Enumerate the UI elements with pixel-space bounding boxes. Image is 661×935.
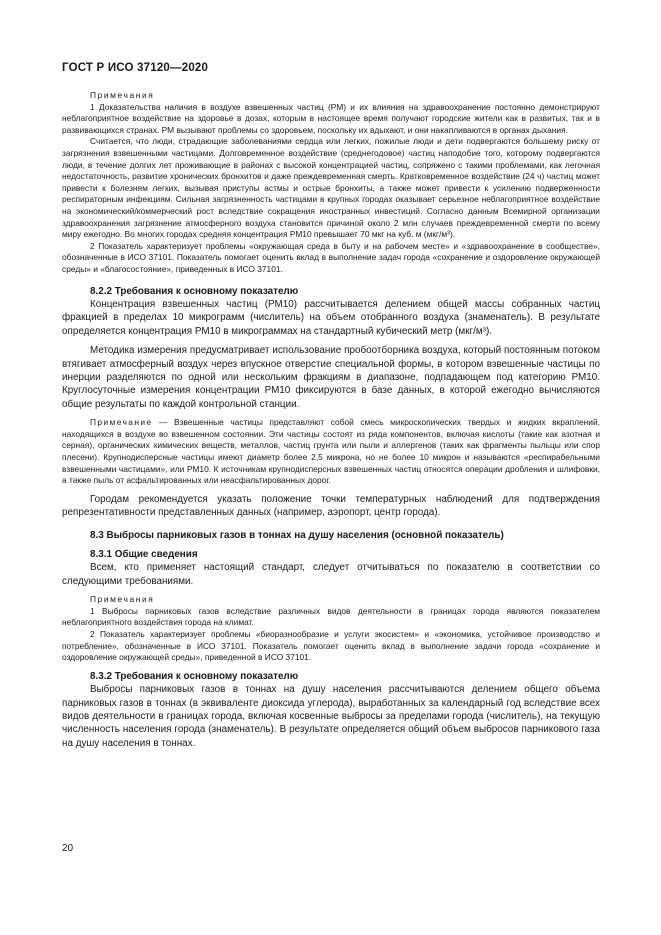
section-heading-8-2-2: 8.2.2 Требования к основному показателю — [90, 285, 299, 297]
body-paragraph: Методика измерения предусматривает использование пробоотборника воздуха, который постоянным потоком втягивает атмосферный воздух через впускное отверстие специальной формы, в котором взвешенные частицы по инерции разделяются по одной или нескольким фракциям в диапазоне, подпадающем под категорию РМ10. Круглосуточные измерения концентрации РМ10 фиксируются в базе данных, в которой ежегодно вычисляются общие результаты по каждой контрольной станции. — [62, 345, 600, 410]
section-heading-8-3-2: 8.3.2 Требования к основному показателю — [90, 670, 299, 682]
section-heading-8-3: 8.3 Выбросы парниковых газов в тоннах на душу населения (основной показатель) — [90, 529, 504, 541]
note-paragraph: 1 Доказательства наличия в воздухе взвешенных частиц (РМ) и их влияния на здравоохранение постоянно демонстрируют неблагоприятное воздействие на здоровье в дозах, которым в настоящее время получают городские жители как в развитых, так и в развивающихся странах. РМ вызывают проблемы со здоровьем, поскольку их вдыхают, и они накапливаются в органах дыхания. — [62, 101, 600, 135]
note-paragraph: Считается, что люди, страдающие заболеваниями сердца или легких, пожилые люди и дети подвергаются большему риску от загрязнения взвешенными частицами. Долговременное воздействие (среднегодовое) частиц наподобие того, которому подвергаются люди, в течение долгих лет проживающие в районах с высокой концентрацией частиц, сопряжено с такими проблемами, как легочная недостаточность, развитие хронических бронхитов и даже преждевременная смерть. Кратковременное воздействие (24 ч) частиц может привести к болезням легких, вызывая приступы астмы и острые бронхиты, а также может привести к усилению подверженности респираторным инфекциям. Сильная загрязненность частицами в крупных городах оказывает серьезное неблагоприятное воздействие на экономический/коммерческий рост вследствие сокращения иностранных инвестиций. Согласно данным Всемирной организации здравоохранения загрязнение атмосферного воздуха становится причиной около 2 млн случаев преждевременной смерти по всему миру ежегодно. Во многих городах средняя концентрация РМ10 превышает 70 мкг на куб. м (мкг/м³). — [62, 136, 600, 240]
note-paragraph: 2 Показатель характеризует проблемы «окружающая среда в быту и на рабочем месте» и «здравоохранение в сообществе», обозначенные в ИСО 37101. Показатель помогает оценить вклад в выполнение задач города «сохранение и оздоровление окружающей среды» и «благосостояние», приведенных в ИСО 37101. — [62, 240, 600, 274]
body-paragraph: Выбросы парниковых газов в тоннах на душу населения рассчитываются делением общего объема парниковых газов в тоннах (в эквиваленте диоксида углерода), выработанных за календарный год вследствие всех видов деятельности в границах города, включая косвенные выбросы за пределами города (числитель), на текущую численность населения города (знаменатель). В результате определяется общий объем выбросов парникового газа на душу населения в тоннах. — [62, 684, 600, 749]
body-paragraph: Городам рекомендуется указать положение точки температурных наблюдений для подтверждения репрезентативности представленных данных (например, аэропорт, центр города). — [62, 493, 600, 519]
notes-title: Примечания — [90, 594, 155, 605]
page-content — [62, 90, 600, 750]
notes-title: Примечания — [90, 90, 155, 100]
page-number: 20 — [62, 843, 74, 854]
note-paragraph: 1 Выбросы парниковых газов вследствие различных видов деятельности в границах города являются показателем неблагоприятного воздействия города на климат. — [62, 605, 600, 628]
standard-header: ГОСТ Р ИСО 37120—2020 — [62, 62, 209, 74]
body-paragraph: Всем, кто применяет настоящий стандарт, следует отчитываться по показателю в соответствии со следующими требованиями. — [62, 562, 600, 587]
note-paragraph: 2 Показатель характеризует проблемы «биоразнообразие и услуги экосистем» и «экономика, устойчивое производство и потребление», обозначенные в ИСО 37101. Показатель помогает оценить вклад в выполнение задачи города «сохранение и оздоровление окружающей среды», приведенной в ИСО 37101. — [62, 628, 600, 663]
body-paragraph: Концентрация взвешенных частиц (РМ10) рассчитывается делением общей массы собранных частиц фракцией в пределах 10 микрограмм (числитель) на объем отобранного воздуха (знаменатель). В результате определяется концентрация РМ10 в микрограммах на стандартный кубический метр (мкг/м³). — [62, 298, 600, 337]
note-text: — Взвешенные частицы представляют собой смесь микроскопических твердых и жидких вкраплений, находящихся в воздухе во взвешенном состоянии. Эти частицы состоят из ряда компонентов, включая кислоты (такие как азотная и серная), органических химических веществ, металлов, частиц грунта или пыли и аллергенов (таких как фрагменты пыльцы или спор плесени). Крупнодисперсные частицы имеют диаметр более 2,5 микрона, но не более 10 микрон и называются «респирабельными взвешенными частицами», или РМ10. К источникам крупнодисперсных взвешенных частиц относятся операции дробления и шлифовки, а также пыль от асфальтированных или неасфальтированных дорог. — [62, 417, 600, 486]
inline-note — [62, 417, 600, 487]
note-label: Примечание — [90, 417, 153, 428]
section-heading-8-3-1: 8.3.1 Общие сведения — [90, 548, 198, 560]
